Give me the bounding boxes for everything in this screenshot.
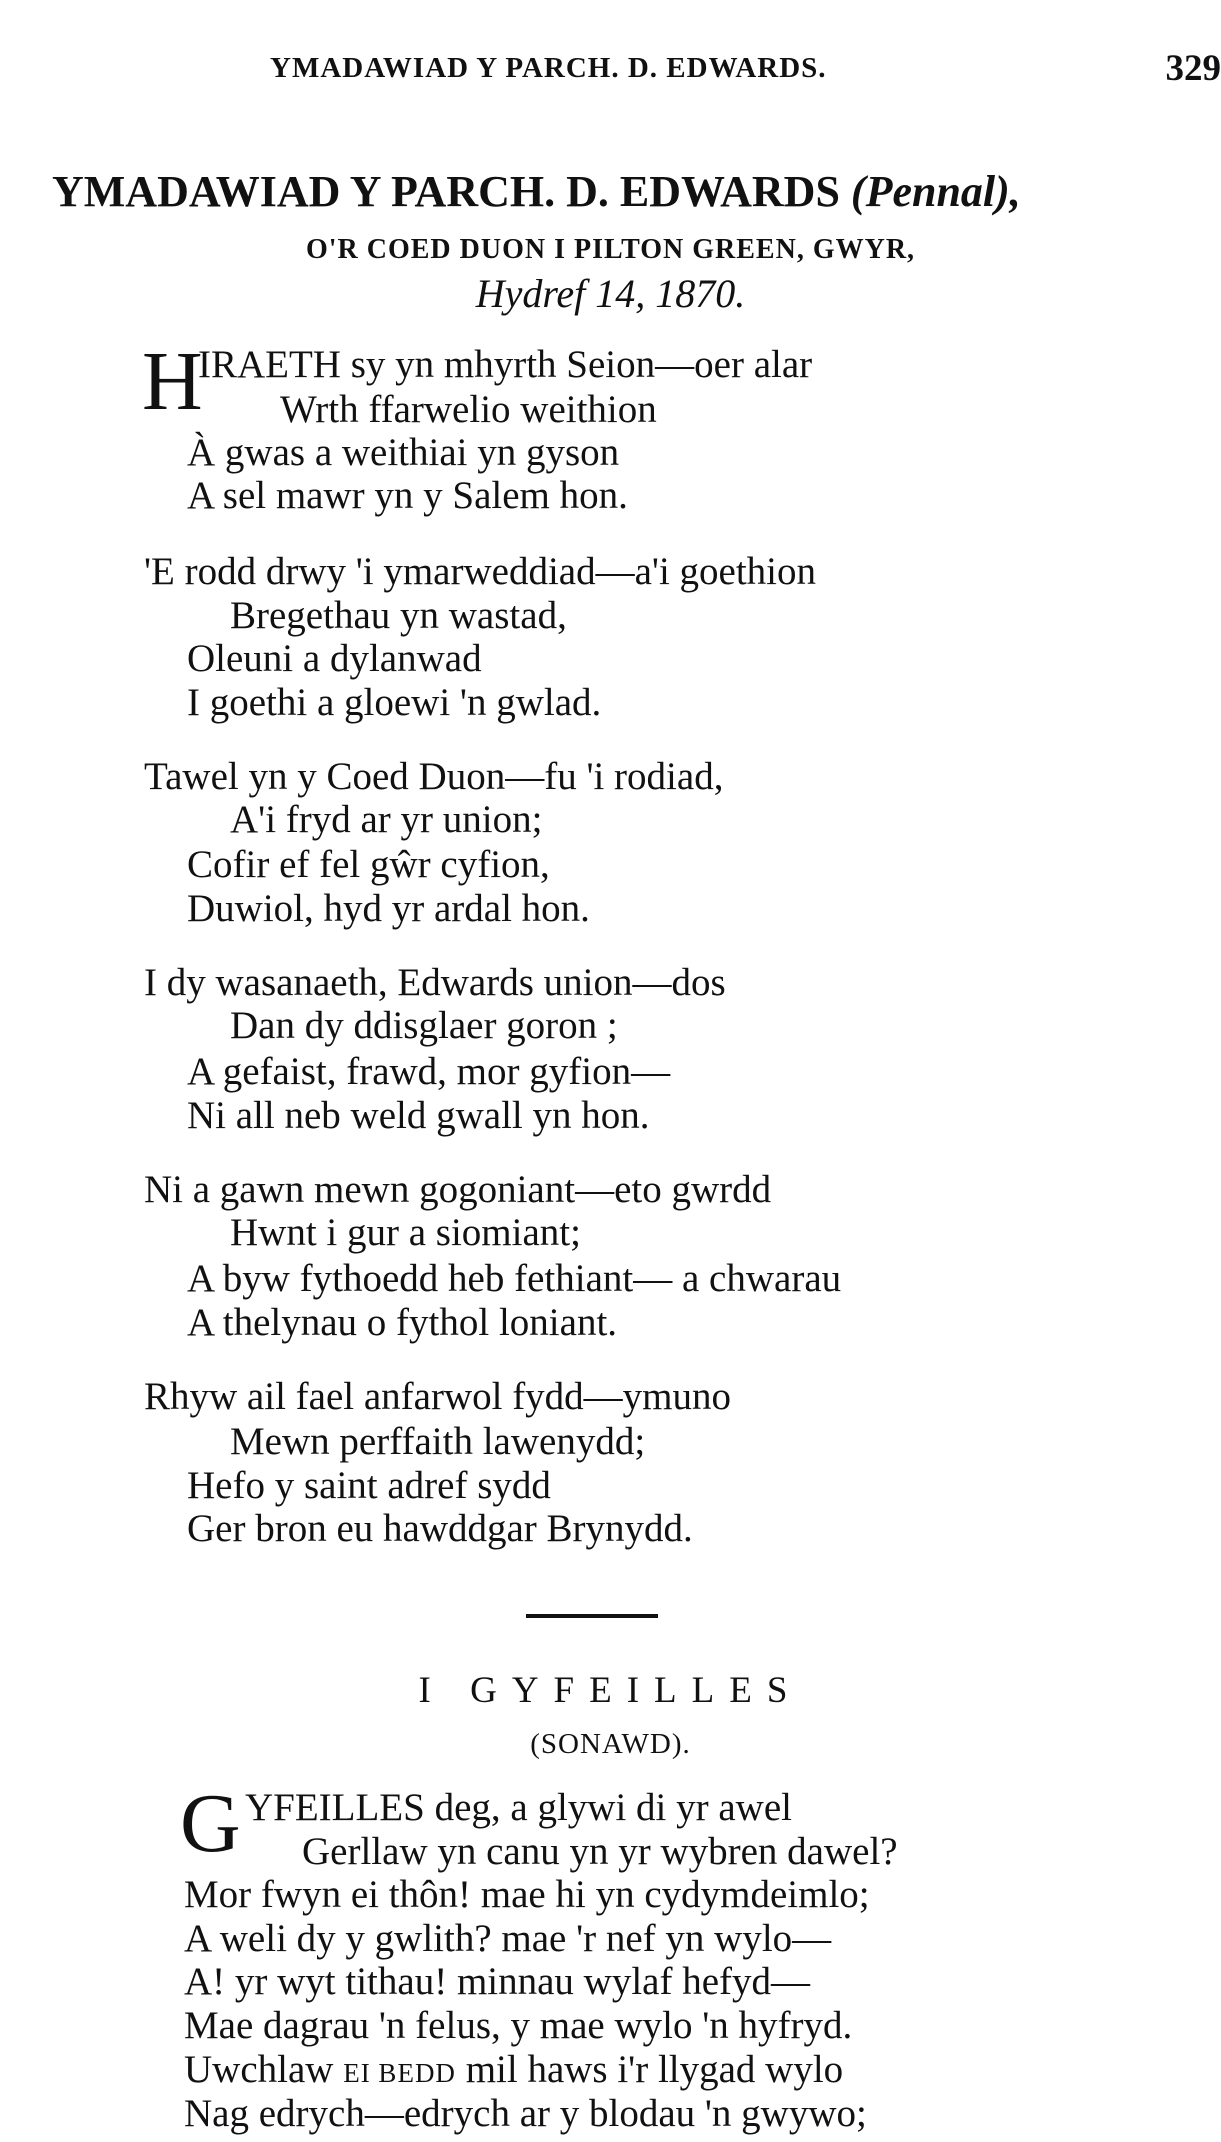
- verse-line: [184, 2050, 843, 2089]
- poem2-subtitle: (SONAWD).: [530, 1728, 691, 1760]
- poem1-date: Hydref 14, 1870.: [475, 271, 746, 316]
- verse-line: Duwiol, hyd yr ardal hon.: [187, 887, 590, 930]
- poem1-title: [52, 167, 1021, 216]
- verse-line: Tawel yn y Coed Duon—fu 'i rodiad,: [144, 755, 724, 798]
- verse-line: Ni a gawn mewn gogoniant—eto gwrdd: [144, 1168, 772, 1211]
- poem1-dropcap: H: [142, 335, 203, 428]
- verse-line: A gefaist, frawd, mor gyfion—: [187, 1050, 671, 1093]
- verse-line: À gwas a weithiai yn gyson: [187, 431, 620, 474]
- verse-line: Dan dy ddisglaer goron ;: [230, 1004, 618, 1047]
- verse-line: Mor fwyn ei thôn! mae hi yn cydymdeimlo;: [184, 1873, 870, 1916]
- verse-line: Hefo y saint adref sydd: [187, 1464, 551, 1507]
- verse-line: Rhyw ail fael anfarwol fydd—ymuno: [144, 1375, 732, 1418]
- verse-line: Mewn perffaith lawenydd;: [230, 1420, 646, 1463]
- verse-line: A'i fryd ar yr union;: [230, 798, 543, 841]
- verse-line: I dy wasanaeth, Edwards union—dos: [144, 961, 726, 1004]
- verse-line: A thelynau o fythol loniant.: [187, 1301, 618, 1344]
- poem1-title-place: (Pennal),: [850, 167, 1021, 216]
- verse-small-caps: EI BEDD: [343, 2058, 456, 2088]
- section-divider: [526, 1614, 658, 1618]
- verse-line: YFEILLES deg, a glywi di yr awel: [245, 1786, 792, 1829]
- poem2-title: I GYFEILLES: [418, 1670, 803, 1711]
- page-number: 329: [1165, 48, 1221, 89]
- verse-line: Mae dagrau 'n felus, y mae wylo 'n hyfryd.: [184, 2004, 853, 2047]
- running-head: YMADAWIAD Y PARCH. D. EDWARDS.: [270, 52, 827, 84]
- verse-line: A sel mawr yn y Salem hon.: [187, 474, 628, 517]
- verse-text: Uwchlaw: [184, 2048, 334, 2091]
- verse-line: A! yr wyt tithau! minnau wylaf hefyd—: [184, 1960, 811, 2003]
- verse-line: Ger bron eu hawddgar Brynydd.: [187, 1507, 693, 1550]
- verse-line: Wrth ffarwelio weithion: [280, 388, 657, 431]
- verse-line: Hwnt i gur a siomiant;: [230, 1211, 581, 1254]
- poem1-title-text: YMADAWIAD Y PARCH. D. EDWARDS: [52, 167, 840, 216]
- poem1-subtitle: O'R COED DUON I PILTON GREEN, GWYR,: [305, 234, 916, 265]
- verse-line: Cofir ef fel gŵr cyfion,: [187, 843, 550, 886]
- verse-line: I goethi a gloewi 'n gwlad.: [187, 681, 602, 724]
- verse-line: A byw fythoedd heb fethiant— a chwarau: [187, 1257, 842, 1300]
- verse-line: Nag edrych—edrych ar y blodau 'n gwywo;: [184, 2092, 867, 2135]
- verse-line: IRAETH sy yn mhyrth Seion—oer alar: [198, 343, 813, 386]
- verse-line: 'E rodd drwy 'i ymarweddiad—a'i goethion: [144, 550, 817, 593]
- verse-text: mil haws i'r llygad wylo: [465, 2048, 844, 2091]
- verse-line: Ni all neb weld gwall yn hon.: [187, 1094, 650, 1137]
- verse-line: Oleuni a dylanwad: [187, 637, 482, 680]
- verse-line: Bregethau yn wastad,: [230, 594, 567, 637]
- verse-line: A weli dy y gwlith? mae 'r nef yn wylo—: [184, 1917, 832, 1960]
- verse-line: Gerllaw yn canu yn yr wybren dawel?: [302, 1830, 898, 1873]
- poem2-dropcap: G: [180, 1777, 241, 1870]
